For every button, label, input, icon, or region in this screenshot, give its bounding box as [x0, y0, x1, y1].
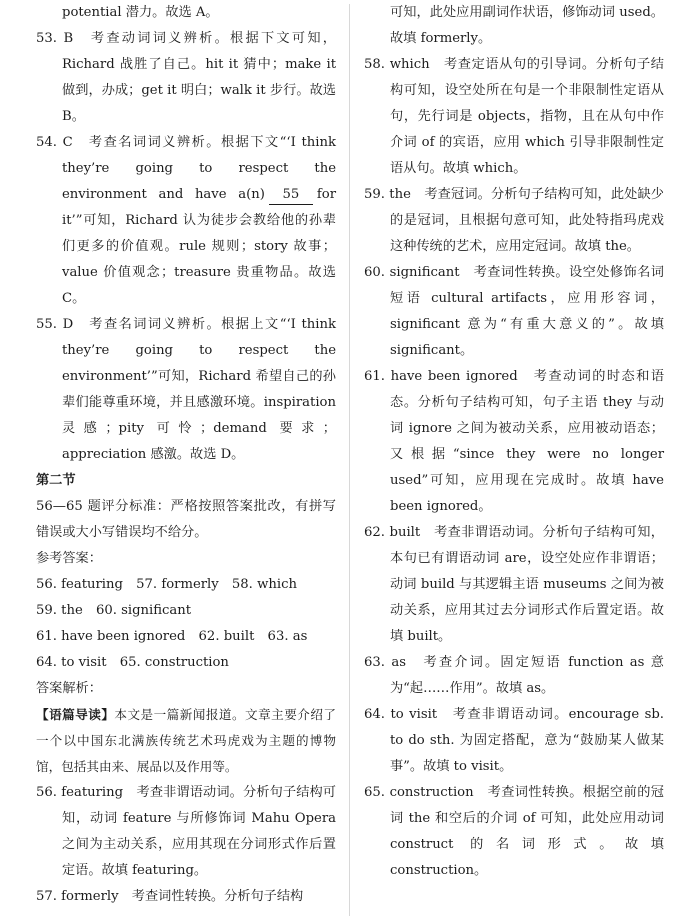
grading-rule: 56—65 题评分标准：严格按照答案批改，有拼写错误或大小写错误均不给分。: [36, 499, 336, 540]
explanation-57-start: 57. formerly 考查词性转换。分析句子结构: [36, 889, 304, 904]
explanation-56: 56. featuring 考查非谓语动词。分析句子结构可知，动词 feature 与所修饰词 Mahu Opera 之间为主动关系，应用其现在分词形式作后置定语。故填 featuring。: [36, 785, 336, 878]
answers-line-3: 61. have been ignored 62. built 63. as: [36, 629, 308, 644]
reference-answers-label: 参考答案：: [36, 551, 102, 566]
explanation-54: [36, 130, 336, 312]
explanation-54-part1: 54. C 考查名词词义辨析。根据下文“‘I think they’re going to respect the environment and have a(n): [36, 135, 336, 202]
explanation-61: 61. have been ignored 考查动词的时态和语态。分析句子结构可知，句子主语 they 与动词 ignore 之间为被动关系，应用被动语态；又根据“since they were no longer used”可知，应用现在完成时。故填 have been ignored。: [364, 369, 664, 514]
left-column: [36, 0, 336, 910]
explanation-58: 58. which 考查定语从句的引导词。分析句子结构可知，设空处所在句是一个非限制性定语从句，先行词是 objects，指物，且在从句中作介词 of 的宾语，应用 which 引导非限制性定语从句。故填 which。: [364, 57, 664, 176]
blank-55: 55: [269, 186, 313, 205]
explanation-54-part2: for it’”可知，Richard 认为徒步会教给他的孙辈们更多的价值观。rule 规则；story 故事；value 价值观念；treasure 贵重物品。故选 C。: [62, 187, 336, 306]
continued-text: potential 潜力。故选 A。: [62, 5, 219, 20]
answers-line-1: 56. featuring 57. formerly 58. which: [36, 577, 297, 592]
section-title: 第二节: [36, 473, 76, 488]
explanation-63: 63. as 考查介词。固定短语 function as 意为“起……作用”。故填 as。: [364, 655, 664, 696]
analysis-label: 答案解析：: [36, 681, 102, 696]
explanation-65: 65. construction 考查词性转换。根据空前的冠词 the 和空后的介词 of 可知，此处应用动词 construct 的名词形式。故填 construction。: [364, 785, 664, 878]
answers-line-4: 64. to visit 65. construction: [36, 655, 229, 670]
explanation-64: 64. to visit 考查非谓语动词。encourage sb. to do sth. 为固定搭配，意为“鼓励某人做某事”。故填 to visit。: [364, 707, 664, 774]
explanation-59: 59. the 考查冠词。分析句子结构可知，此处缺少的是冠词，且根据句意可知，此处特指玛虎戏这种传统的艺术，应用定冠词。故填 the。: [364, 187, 664, 254]
explanation-60: 60. significant 考查词性转换。设空处修饰名词短语 cultural artifacts，应用形容词，significant 意为“有重大意义的”。故填 significant。: [364, 265, 664, 358]
explanation-57-end: 可知，此处应用副词作状语，修饰动词 used。故填 formerly。: [390, 5, 664, 46]
passage-intro-tag: 【语篇导读】: [36, 707, 115, 722]
passage-intro-text: 本文是一篇新闻报道。文章主要介绍了一个以中国东北满族传统艺术玛虎戏为主题的博物馆，包括其由来、展品以及作用等。: [36, 707, 337, 774]
explanation-55: 55. D 考查名词词义辨析。根据上文“‘I think they’re going to respect the environment’”可知，Richard 希望自己的孙辈们能尊重环境，并且感激环境。inspiration 灵感；pity 可怜；demand 要求；appreciation 感激。故选 D。: [36, 317, 336, 462]
explanation-62: 62. built 考查非谓语动词。分析句子结构可知，本句已有谓语动词 are，设空处应作非谓语；动词 build 与其逻辑主语 museums 之间为被动关系，应用其过去分词形式作后置定语。故填 built。: [364, 525, 664, 644]
answers-line-2: 59. the 60. significant: [36, 603, 192, 618]
passage-intro: [36, 702, 336, 780]
explanation-53: 53. B 考查动词词义辨析。根据下文可知，Richard 战胜了自己。hit it 猜中；make it 做到，办成；get it 明白；walk it 步行。故选 B。: [36, 31, 336, 124]
right-column: [364, 0, 664, 884]
column-divider: [349, 4, 350, 916]
